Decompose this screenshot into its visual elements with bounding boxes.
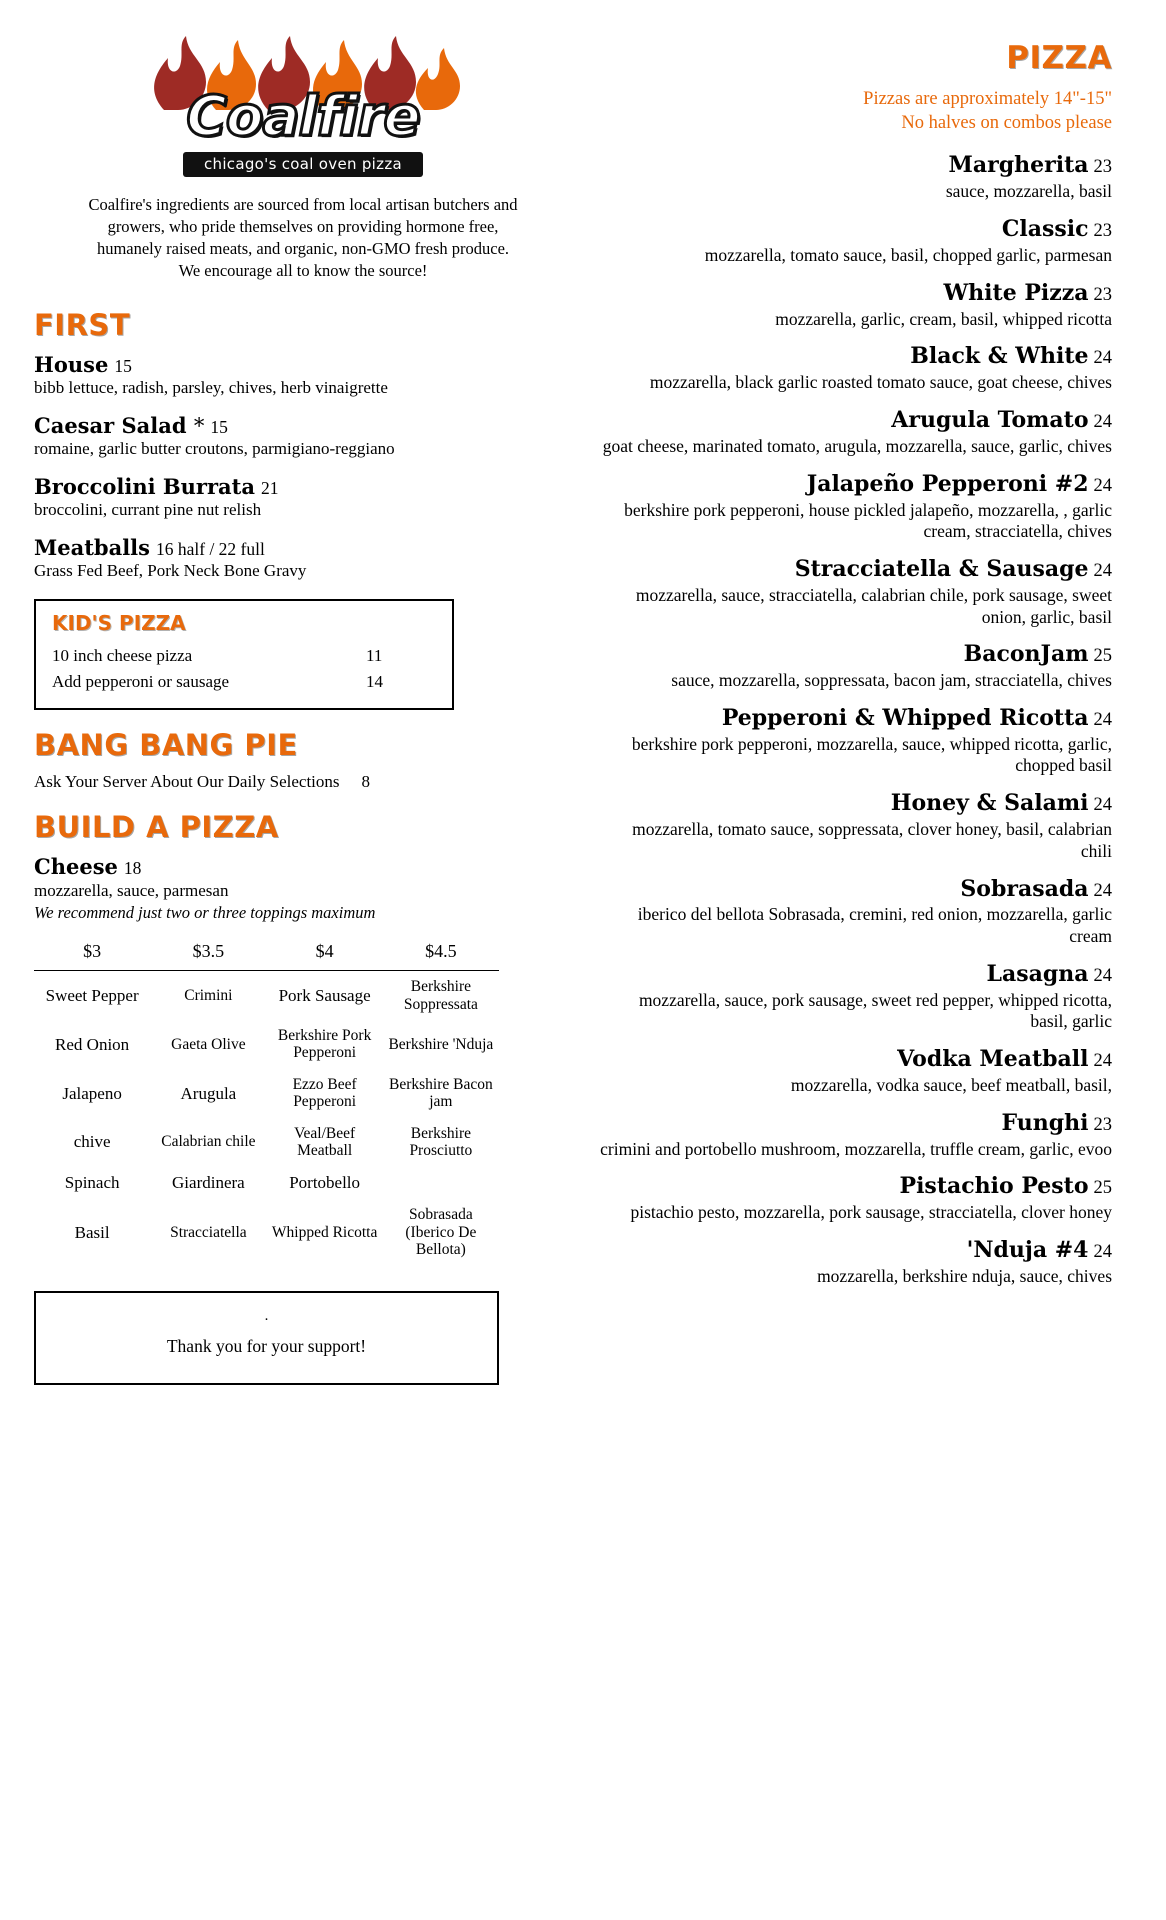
pizza-title bbox=[600, 1174, 1112, 1200]
kids-pizza-row bbox=[52, 643, 436, 669]
item-star: * bbox=[193, 414, 205, 439]
table-row bbox=[34, 1069, 499, 1118]
pizza-description: mozzarella, garlic, cream, basil, whipped ricotta bbox=[775, 308, 1112, 329]
topping-cell: Whipped Ricotta bbox=[271, 1223, 378, 1241]
table-row bbox=[34, 1020, 499, 1069]
pizza-description: mozzarella, vodka sauce, beef meatball, basil, bbox=[790, 1075, 1112, 1096]
pizza-name: 'Nduja #4 bbox=[966, 1237, 1089, 1264]
pizza-price: 24 bbox=[1093, 880, 1112, 901]
pizza-description: mozzarella, black garlic roasted tomato sauce, goat cheese, chives bbox=[649, 372, 1112, 393]
brand-name: Coalfire bbox=[186, 84, 420, 148]
pizza-name: Classic bbox=[1001, 215, 1089, 242]
topping-cell: Berkshire Soppressata bbox=[403, 978, 478, 1013]
kids-pizza-box bbox=[34, 599, 454, 710]
pizza-item bbox=[600, 962, 1112, 1033]
pizza-item bbox=[600, 557, 1112, 628]
pizza-heading: PIZZA bbox=[1006, 40, 1112, 76]
cheese-note: We recommend just two or three toppings maximum bbox=[34, 903, 376, 923]
kids-pizza-heading: KID'S PIZZA bbox=[52, 611, 186, 636]
item-price: 16 half / 22 full bbox=[155, 538, 265, 559]
kids-item-price: 11 bbox=[366, 646, 383, 666]
topping-cell: Gaeta Olive bbox=[171, 1035, 246, 1053]
pizza-title bbox=[600, 962, 1112, 988]
pizza-item bbox=[600, 344, 1112, 394]
menu-item bbox=[34, 352, 572, 399]
topping-cell: Arugula bbox=[180, 1083, 237, 1103]
pizza-item bbox=[600, 217, 1112, 267]
pizza-price: 24 bbox=[1093, 475, 1112, 496]
pizza-description: mozzarella, sauce, stracciatella, calabrian chile, pork sausage, sweet onion, garlic, basil bbox=[635, 584, 1112, 627]
bang-bang-text: Ask Your Server About Our Daily Selections bbox=[34, 772, 340, 792]
topping-cell: Sweet Pepper bbox=[45, 986, 139, 1006]
topping-cell: Berkshire Bacon jam bbox=[389, 1075, 493, 1111]
topping-cell: chive bbox=[73, 1132, 111, 1152]
section-build-heading: BUILD A PIZZA bbox=[34, 810, 279, 845]
pizza-item bbox=[600, 408, 1112, 458]
item-price: 15 bbox=[210, 417, 228, 438]
pizza-title bbox=[600, 1238, 1112, 1264]
topping-cell: Crimini bbox=[184, 987, 233, 1005]
topping-cell: Berkshire Prosciutto bbox=[409, 1124, 473, 1159]
pizza-title bbox=[600, 557, 1112, 583]
section-first-heading: FIRST bbox=[34, 308, 131, 343]
pizza-item bbox=[600, 153, 1112, 203]
item-description: romaine, garlic butter croutons, parmigiano-reggiano bbox=[34, 439, 395, 459]
item-title bbox=[34, 474, 572, 499]
topping-cell: Spinach bbox=[64, 1173, 120, 1193]
cheese-price: 18 bbox=[123, 858, 142, 879]
pizza-name: White Pizza bbox=[943, 279, 1089, 306]
item-name: Meatballs bbox=[34, 534, 150, 560]
pizza-price: 23 bbox=[1093, 284, 1112, 305]
pizza-title bbox=[600, 791, 1112, 817]
pizza-price: 24 bbox=[1093, 965, 1112, 986]
table-row bbox=[34, 1166, 499, 1199]
toppings-table bbox=[34, 937, 499, 1265]
item-description: Grass Fed Beef, Pork Neck Bone Gravy bbox=[34, 560, 307, 580]
pizza-price: 24 bbox=[1093, 1242, 1112, 1263]
item-name: Broccolini Burrata bbox=[34, 473, 255, 499]
pizza-name: Vodka Meatball bbox=[897, 1046, 1089, 1073]
pizza-title bbox=[600, 877, 1112, 903]
toppings-column-header: $3 bbox=[34, 937, 150, 971]
kids-item-label: 10 inch cheese pizza bbox=[52, 646, 193, 666]
pizza-description: berkshire pork pepperoni, mozzarella, sauce, whipped ricotta, garlic, chopped basil bbox=[631, 733, 1112, 776]
pizza-description: pistachio pesto, mozzarella, pork sausage, stracciatella, clover honey bbox=[630, 1202, 1112, 1223]
pizza-name: Lasagna bbox=[986, 960, 1089, 987]
item-title bbox=[34, 413, 572, 438]
item-price: 15 bbox=[114, 356, 132, 377]
table-row bbox=[34, 1199, 499, 1265]
pizza-description: berkshire pork pepperoni, house pickled jalapeño, mozzarella, , garlic cream, stracciatella, chives bbox=[624, 499, 1112, 542]
pizza-title bbox=[600, 472, 1112, 498]
topping-cell bbox=[383, 1166, 499, 1199]
bang-bang-price: 8 bbox=[361, 772, 371, 792]
logo bbox=[34, 32, 572, 182]
pizza-title bbox=[600, 281, 1112, 307]
pizza-price: 23 bbox=[1093, 157, 1112, 178]
item-description: broccolini, currant pine nut relish bbox=[34, 499, 262, 519]
toppings-column-header: $4 bbox=[267, 937, 383, 971]
table-row bbox=[34, 971, 499, 1020]
toppings-column-header: $3.5 bbox=[150, 937, 266, 971]
thank-you-text: Thank you for your support! bbox=[166, 1335, 367, 1356]
topping-cell: Stracciatella bbox=[170, 1223, 247, 1241]
pizza-title bbox=[600, 408, 1112, 434]
pizza-name: Jalapeño Pepperoni #2 bbox=[806, 470, 1089, 497]
pizza-title bbox=[600, 153, 1112, 179]
pizza-name: Honey & Salami bbox=[890, 790, 1089, 817]
pizza-name: Sobrasada bbox=[960, 875, 1089, 902]
bang-bang-line bbox=[34, 772, 572, 792]
table-row bbox=[34, 1118, 499, 1167]
kids-pizza-row bbox=[52, 669, 436, 695]
pizza-title bbox=[600, 1047, 1112, 1073]
pizza-price: 24 bbox=[1093, 348, 1112, 369]
cheese-line bbox=[34, 854, 572, 879]
pizza-description: goat cheese, marinated tomato, arugula, mozzarella, sauce, garlic, chives bbox=[602, 435, 1112, 456]
pizza-item bbox=[600, 472, 1112, 543]
menu-item bbox=[34, 535, 572, 582]
pizza-name: Arugula Tomato bbox=[891, 406, 1089, 433]
pizza-name: Funghi bbox=[1001, 1109, 1089, 1136]
topping-cell: Jalapeno bbox=[62, 1083, 122, 1103]
pizza-price: 24 bbox=[1093, 411, 1112, 432]
pizza-item bbox=[600, 642, 1112, 692]
pizza-title bbox=[600, 344, 1112, 370]
topping-cell: Veal/Beef Meatball bbox=[294, 1124, 356, 1159]
menu-item bbox=[34, 474, 572, 521]
pizza-item bbox=[600, 1047, 1112, 1097]
pizza-title bbox=[600, 1111, 1112, 1137]
pizza-item bbox=[600, 706, 1112, 777]
topping-cell: Red Onion bbox=[55, 1034, 130, 1054]
pizza-price: 23 bbox=[1093, 1114, 1112, 1135]
pizza-price: 25 bbox=[1093, 646, 1112, 667]
pizza-halves-note: No halves on combos please bbox=[901, 112, 1112, 133]
pizza-name: BaconJam bbox=[963, 641, 1089, 668]
topping-cell: Sobrasada (Iberico De Bellota) bbox=[405, 1206, 477, 1258]
item-description: bibb lettuce, radish, parsley, chives, herb vinaigrette bbox=[34, 378, 388, 398]
pizza-description: iberico del bellota Sobrasada, cremini, red onion, mozzarella, garlic cream bbox=[637, 904, 1112, 947]
brand-tagline: chicago's coal oven pizza bbox=[183, 152, 423, 177]
item-name: Caesar Salad bbox=[34, 413, 187, 439]
pizza-price: 25 bbox=[1093, 1178, 1112, 1199]
pizza-item bbox=[600, 1238, 1112, 1288]
pizza-item bbox=[600, 877, 1112, 948]
pizza-description: sauce, mozzarella, basil bbox=[945, 181, 1112, 202]
pizza-subheading bbox=[600, 88, 1112, 135]
cheese-name: Cheese bbox=[34, 854, 118, 880]
topping-cell: Portobello bbox=[289, 1173, 361, 1193]
item-title bbox=[34, 535, 572, 560]
pizza-item bbox=[600, 1111, 1112, 1161]
pizza-title bbox=[600, 217, 1112, 243]
pizza-price: 24 bbox=[1093, 560, 1112, 581]
topping-cell: Basil bbox=[74, 1222, 110, 1242]
pizza-name: Stracciatella & Sausage bbox=[794, 555, 1089, 582]
pizza-item bbox=[600, 281, 1112, 331]
pizza-description: sauce, mozzarella, soppressata, bacon jam, stracciatella, chives bbox=[671, 670, 1112, 691]
pizza-price: 24 bbox=[1093, 795, 1112, 816]
pizza-name: Pistachio Pesto bbox=[899, 1173, 1089, 1200]
pizza-description: mozzarella, berkshire nduja, sauce, chives bbox=[817, 1266, 1112, 1287]
section-bang-bang-heading: BANG BANG PIE bbox=[34, 728, 298, 763]
pizza-item bbox=[600, 791, 1112, 862]
kids-item-price: 14 bbox=[366, 671, 383, 691]
pizza-item bbox=[600, 1174, 1112, 1224]
pizza-title bbox=[600, 706, 1112, 732]
topping-cell: Calabrian chile bbox=[161, 1133, 256, 1151]
thank-you-dot: . bbox=[264, 1308, 269, 1325]
toppings-column-header: $4.5 bbox=[383, 937, 499, 971]
pizza-description: mozzarella, tomato sauce, soppressata, clover honey, basil, calabrian chili bbox=[632, 819, 1112, 861]
topping-cell: Pork Sausage bbox=[278, 986, 371, 1006]
item-price: 21 bbox=[260, 477, 279, 498]
menu-item bbox=[34, 413, 572, 460]
pizza-title bbox=[600, 642, 1112, 668]
thank-you-box bbox=[34, 1291, 499, 1385]
intro-text: Coalfire's ingredients are sourced from local artisan butchers and growers, who pride themselves on providing hormone free, humanely raised meats, and organic, non-GMO fresh produce. We encourage all to know the source! bbox=[88, 195, 518, 281]
item-title bbox=[34, 352, 572, 377]
pizza-description: crimini and portobello mushroom, mozzarella, truffle cream, garlic, evoo bbox=[600, 1138, 1112, 1159]
pizza-price: 24 bbox=[1093, 709, 1112, 730]
pizza-size-note: Pizzas are approximately 14"-15" bbox=[863, 89, 1112, 109]
pizza-description: mozzarella, sauce, pork sausage, sweet red pepper, whipped ricotta, basil, garlic bbox=[638, 989, 1112, 1032]
toppings-header-row bbox=[34, 937, 499, 971]
item-name: House bbox=[34, 352, 109, 378]
pizza-name: Black & White bbox=[910, 343, 1089, 370]
topping-cell: Berkshire Pork Pepperoni bbox=[277, 1027, 372, 1062]
pizza-name: Pepperoni & Whipped Ricotta bbox=[721, 704, 1089, 731]
right-column bbox=[582, 22, 1112, 1920]
topping-cell: Berkshire 'Nduja bbox=[388, 1035, 494, 1053]
pizza-name: Margherita bbox=[948, 152, 1089, 179]
topping-cell: Giardinera bbox=[172, 1173, 245, 1193]
kids-item-label: Add pepperoni or sausage bbox=[52, 671, 230, 691]
left-column bbox=[34, 22, 582, 1920]
pizza-description: mozzarella, tomato sauce, basil, chopped garlic, parmesan bbox=[704, 244, 1112, 265]
topping-cell: Ezzo Beef Pepperoni bbox=[292, 1075, 357, 1111]
cheese-description: mozzarella, sauce, parmesan bbox=[34, 881, 229, 901]
pizza-price: 24 bbox=[1093, 1051, 1112, 1072]
pizza-price: 23 bbox=[1093, 220, 1112, 241]
